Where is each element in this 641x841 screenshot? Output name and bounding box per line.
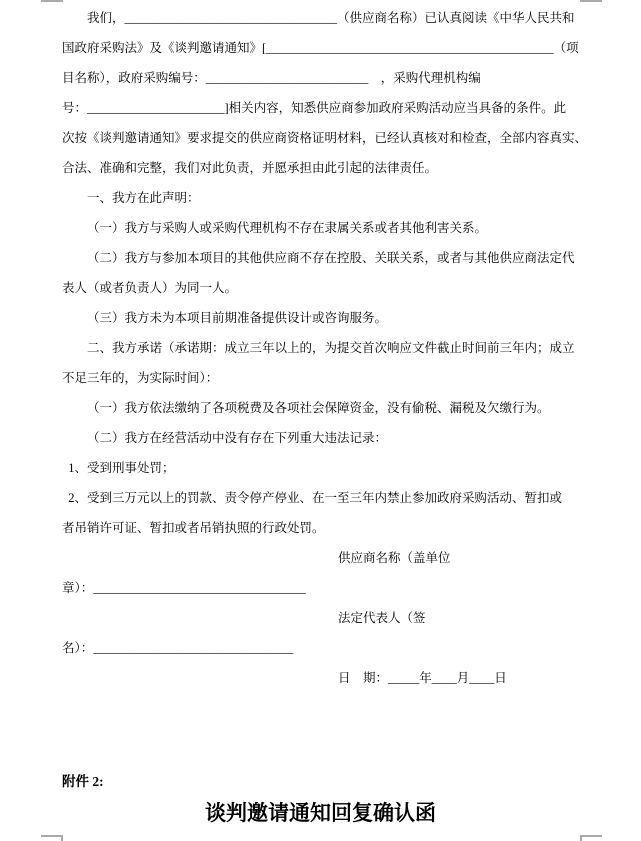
doc-line: 合法、准确和完整，我们对此负责，并愿承担由此引起的法律责任。 [62,161,438,175]
doc-line: 次按《谈判邀请通知》要求提交的供应商资格证明材料，已经认真核对和检查，全部内容真实、 [62,131,588,145]
doc-line: 法定代表人（签 [338,611,426,625]
doc-line: 表人（或者负责人）为同一人。 [62,281,238,295]
document-body [0,3,641,693]
doc-line: （三）我方未为本项目前期准备提供设计或咨询服务。 [87,311,388,325]
margin-mark-bottom-left [41,835,63,837]
doc-line: 目名称），政府采购编号：__________________________ ，采购代理机构编 [62,71,481,85]
doc-line: 不足三年的，为实际时间）： [62,371,219,385]
doc-line: 2、受到三万元以上的罚款、责令停产停业、在一至三年内禁止参加政府采购活动、暂扣或 [68,491,563,505]
doc-line: 章）：__________________________________ [62,581,306,595]
doc-line: 号：______________________]相关内容，知悉供应商参加政府采购活动应当具备的条件。此 [62,101,567,115]
doc-line: （二）我方与参加本项目的其他供应商不存在控股、关联关系，或者与其他供应商法定代 [87,251,575,265]
margin-mark-bottom-right-tick [580,835,582,841]
attachment-title: 谈判邀请通知回复确认函 [205,801,436,825]
blank-space [0,693,641,767]
doc-line: 者吊销许可证、暂扣或者吊销执照的行政处罚。 [62,521,325,535]
doc-line: 国政府采购法》及《谈判邀请通知》[______________________________________________（项 [62,41,579,55]
doc-line: 一、我方在此声明： [87,191,200,205]
doc-line: 供应商名称（盖单位 [338,551,451,565]
doc-line: 名）：________________________________ [62,641,294,655]
margin-mark-bottom-left-tick [61,835,63,841]
doc-line: （一）我方依法缴纳了各项税费及各项社会保障资金，没有偷税、漏税及欠缴行为。 [87,401,550,415]
doc-line: 日 期：_____年____月____日 [338,671,507,685]
doc-line: （二）我方在经营活动中没有存在下列重大违法记录： [87,431,388,445]
doc-line: 1、受到刑事处罚； [68,461,175,475]
margin-mark-bottom-right [580,835,602,837]
doc-line: （一）我方与采购人或采购代理机构不存在隶属关系或者其他利害关系。 [87,221,488,235]
doc-line: 我们，__________________________________（供应商名称）已认真阅读《中华人民共和 [87,11,575,25]
doc-line: 二、我方承诺（承诺期：成立三年以上的，为提交首次响应文件截止时间前三年内；成立 [87,341,575,355]
attachment-label: 附件 2: [62,774,104,789]
